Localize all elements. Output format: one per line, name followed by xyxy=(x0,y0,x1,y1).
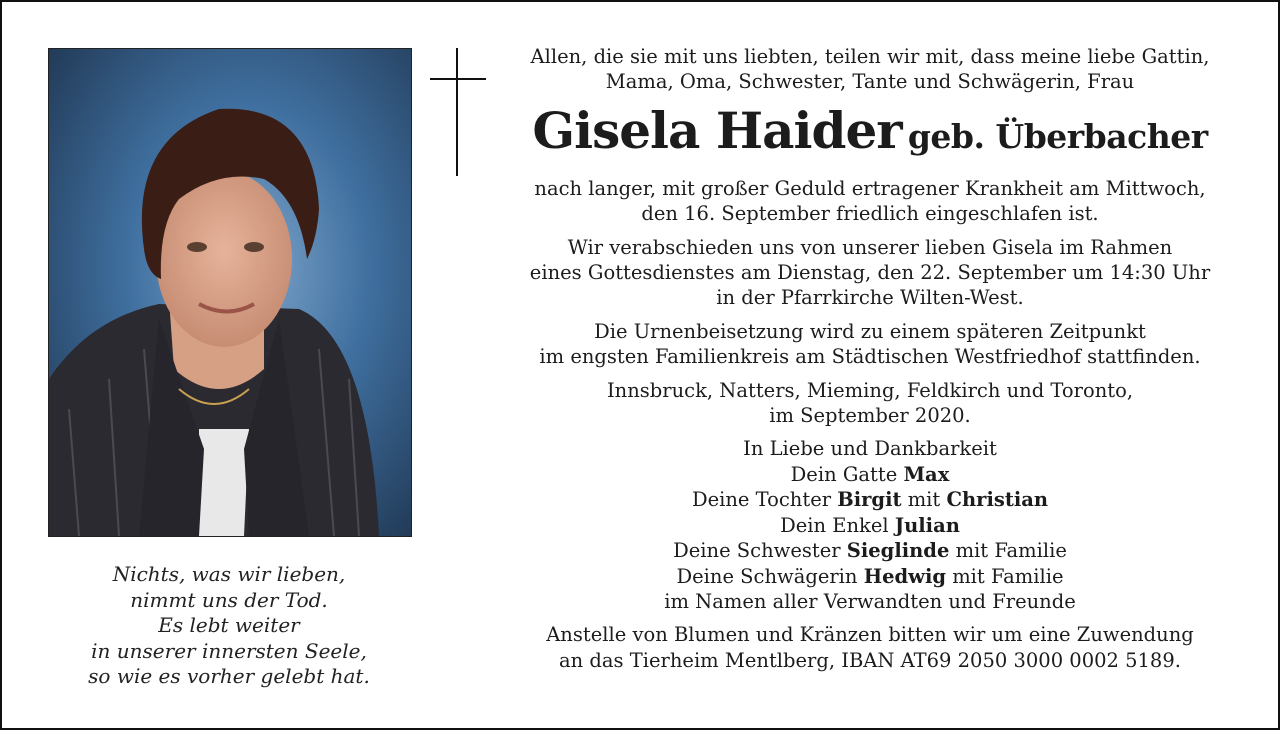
deceased-full-name: Gisela Haider xyxy=(532,100,902,160)
intro-line: Allen, die sie mit uns liebten, teilen wir mit, dass meine liebe Gattin, xyxy=(530,45,1210,68)
portrait-image xyxy=(49,49,411,536)
service-line: Wir verabschieden uns von unserer lieben Gisela im Rahmen xyxy=(567,235,1173,259)
burial-line: im engsten Familienkreis am Städtischen Westfriedhof stattfinden. xyxy=(539,345,1201,369)
mourners-list xyxy=(508,436,1232,614)
place-date-paragraph xyxy=(508,378,1232,429)
mourner-relation: Dein Enkel xyxy=(780,513,889,537)
mourner-relation: Deine Schwester xyxy=(673,539,841,563)
death-paragraph xyxy=(508,176,1232,227)
mourner-sister xyxy=(508,538,1232,563)
death-line: den 16. September friedlich eingeschlafen ist. xyxy=(641,202,1099,226)
mourner-name: Max xyxy=(903,462,950,486)
poem-line: Es lebt weiter xyxy=(158,613,300,637)
intro-line: Mama, Oma, Schwester, Tante und Schwägerin, Frau xyxy=(605,70,1135,94)
mourner-suffix: mit Familie xyxy=(955,539,1067,563)
cross-icon xyxy=(430,48,486,176)
mourner-relation: Dein Gatte xyxy=(790,462,898,486)
mourner-relation: Deine Schwägerin xyxy=(676,564,858,588)
service-paragraph xyxy=(508,235,1232,311)
donation-paragraph xyxy=(508,622,1232,673)
poem-line: nimmt uns der Tod. xyxy=(130,587,328,612)
burial-line: Die Urnenbeisetzung wird zu einem späteren Zeitpunkt xyxy=(594,319,1146,343)
deceased-birth-name: geb. Überbacher xyxy=(907,116,1208,156)
memorial-poem xyxy=(48,562,410,690)
mourner-suffix: mit Familie xyxy=(952,564,1064,588)
mourner-daughter xyxy=(508,487,1232,512)
mourner-partner-name: Christian xyxy=(946,488,1049,512)
deceased-name xyxy=(508,101,1232,172)
mourner-grandson xyxy=(508,513,1232,538)
donation-line: Anstelle von Blumen und Kränzen bitten wir um eine Zuwendung xyxy=(546,623,1194,647)
mourners-closing: im Namen aller Verwandten und Freunde xyxy=(664,589,1076,613)
mourner-name: Sieglinde xyxy=(846,539,950,563)
mourner-husband xyxy=(508,462,1232,487)
portrait-photo xyxy=(48,48,412,537)
mourner-name: Birgit xyxy=(837,488,902,512)
date-line: im September 2020. xyxy=(769,404,971,428)
mourner-with: mit xyxy=(907,488,941,512)
mourner-relation: Deine Tochter xyxy=(691,488,832,512)
service-line: eines Gottesdienstes am Dienstag, den 22. September um 14:30 Uhr xyxy=(529,261,1211,285)
death-line: nach langer, mit großer Geduld ertragener Krankheit am Mittwoch, xyxy=(534,176,1206,200)
mourner-sister-in-law xyxy=(508,564,1232,589)
poem-line: Nichts, was wir lieben, xyxy=(112,562,346,586)
service-line: in der Pfarrkirche Wilten-West. xyxy=(716,286,1024,310)
poem-line: in unserer innersten Seele, xyxy=(91,638,367,663)
place-line: Innsbruck, Natters, Mieming, Feldkirch und Toronto, xyxy=(606,378,1134,402)
burial-paragraph xyxy=(508,319,1232,370)
donation-line: an das Tierheim Mentlberg, IBAN AT69 2050 3000 0002 5189. xyxy=(559,648,1181,672)
mourners-opening: In Liebe und Dankbarkeit xyxy=(743,437,997,461)
poem-line: so wie es vorher gelebt hat. xyxy=(88,664,370,688)
mourner-name: Hedwig xyxy=(863,564,946,588)
intro-paragraph xyxy=(508,44,1232,95)
mourner-name: Julian xyxy=(894,513,960,537)
obituary-text xyxy=(508,44,1232,673)
